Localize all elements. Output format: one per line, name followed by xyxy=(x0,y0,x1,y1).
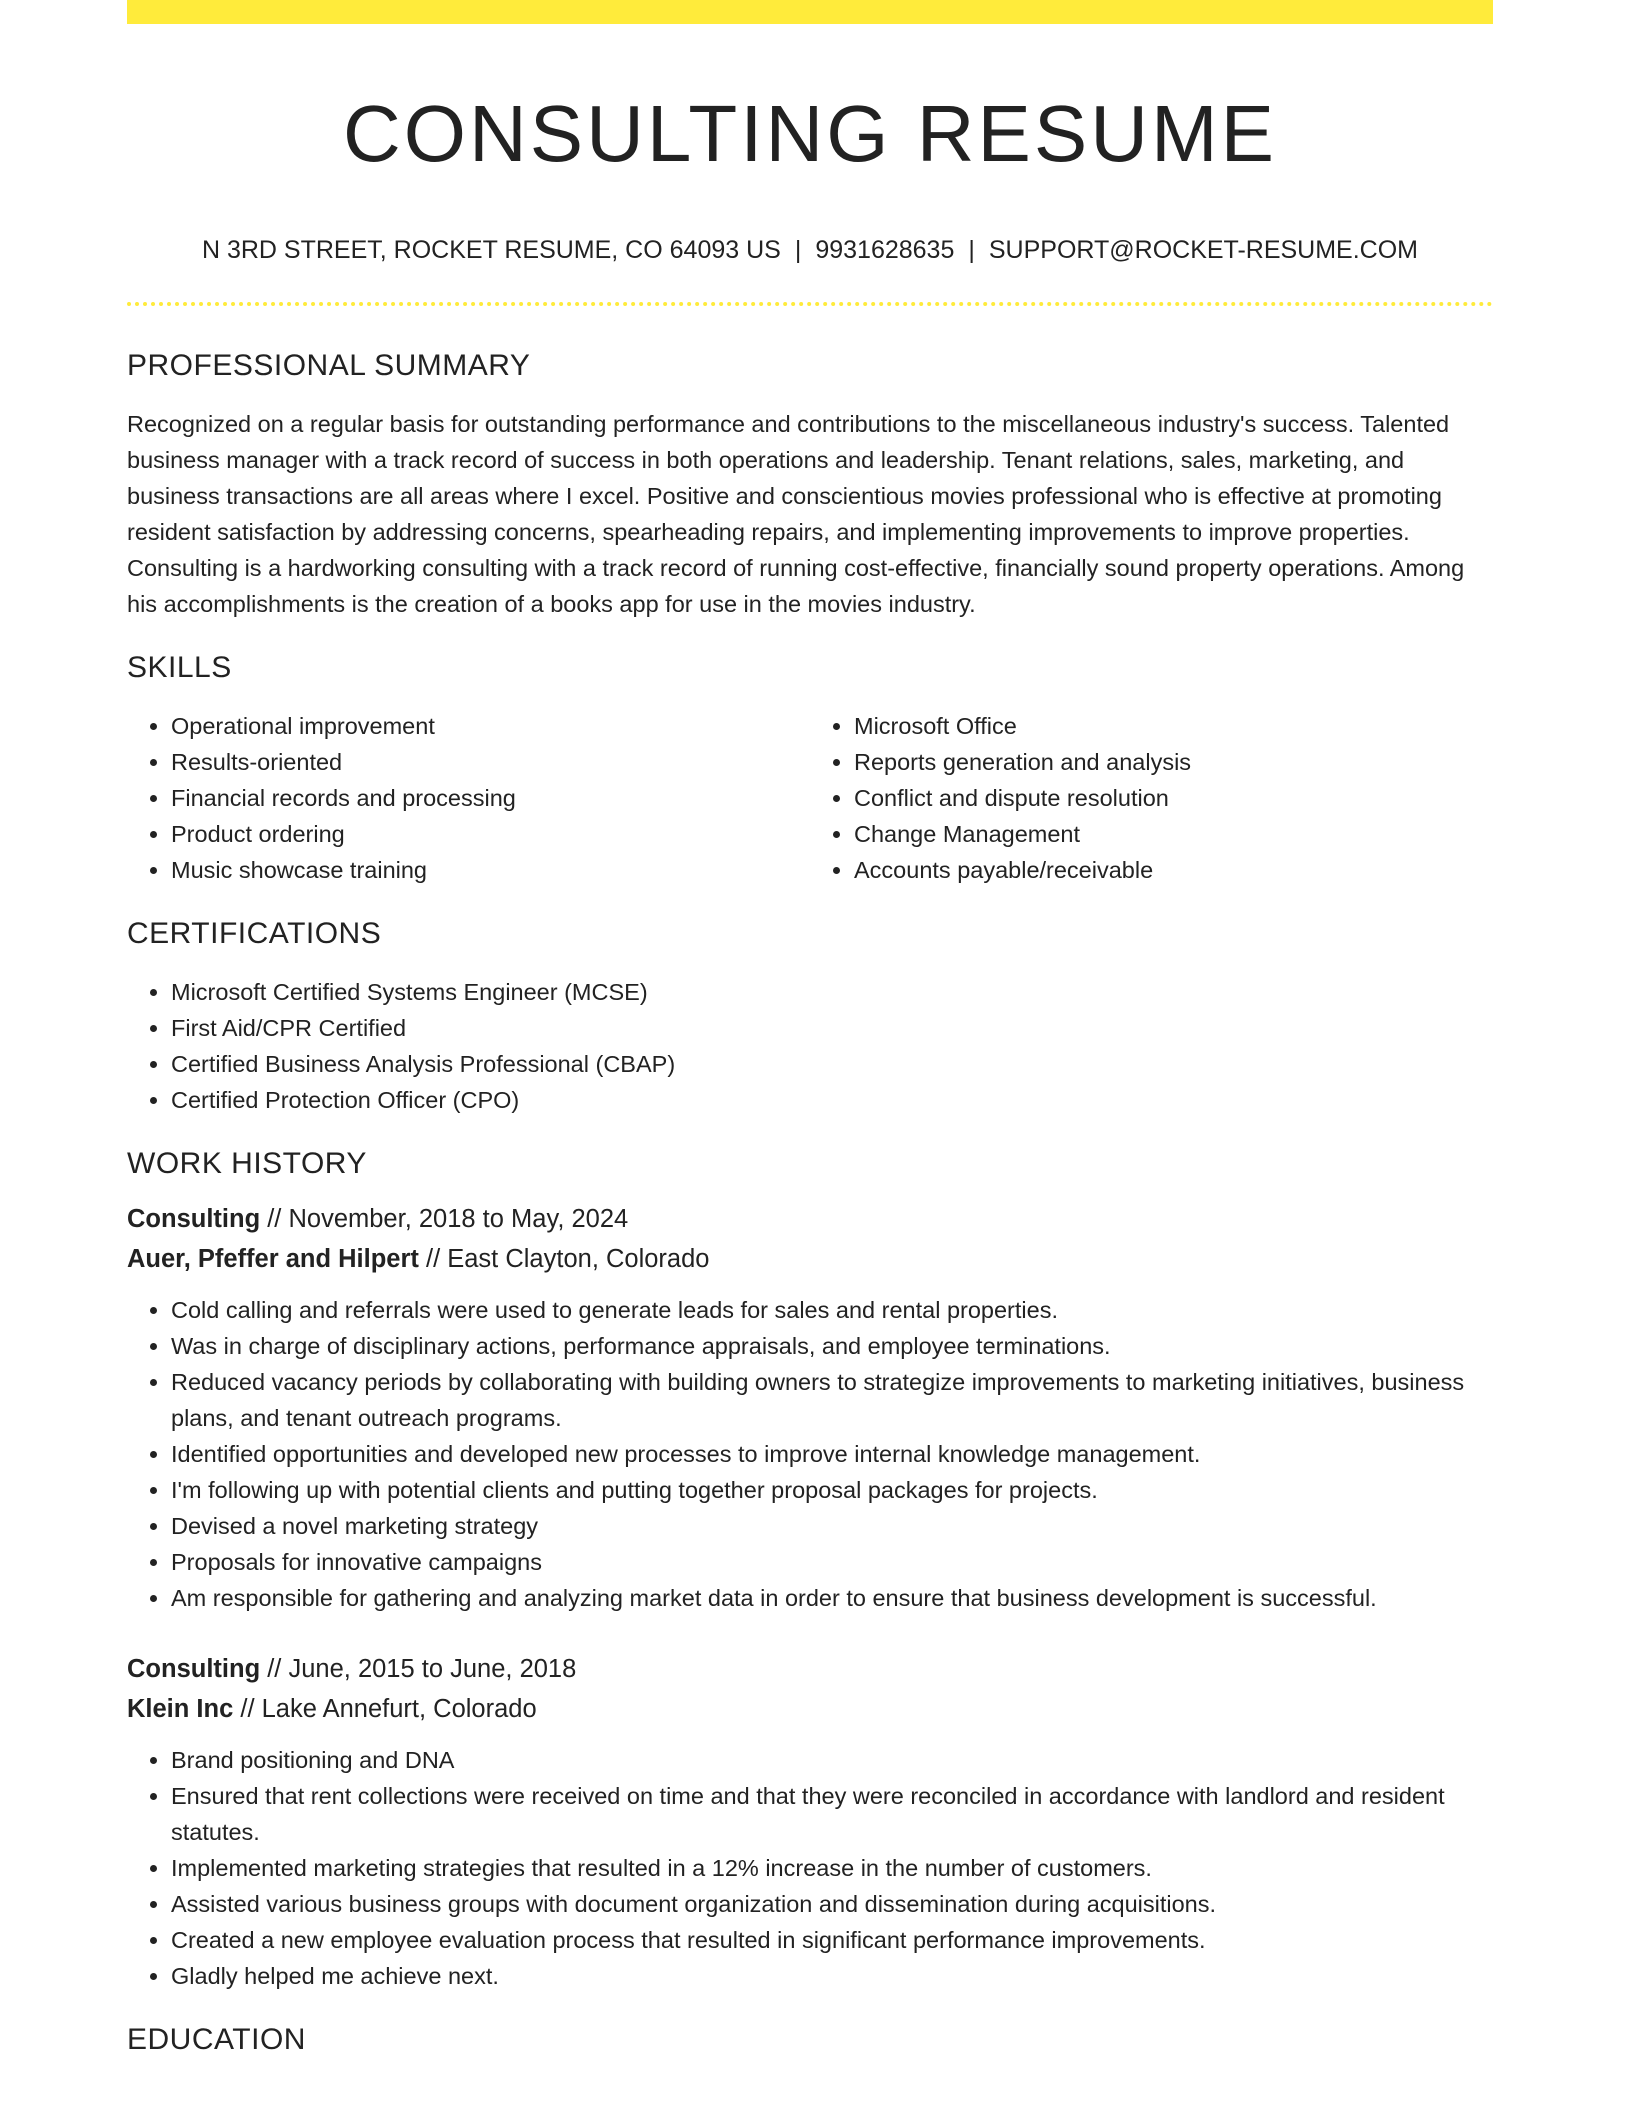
skill-item: • Results-oriented xyxy=(171,744,810,780)
job-dates: // June, 2015 to June, 2018 xyxy=(260,1655,577,1683)
skill-item: • Reports generation and analysis xyxy=(854,744,1493,780)
summary-heading: PROFESSIONAL SUMMARY xyxy=(127,349,531,382)
skill-item: • Operational improvement xyxy=(171,708,810,744)
skills-list-right xyxy=(810,708,1493,888)
job-bullet: • Was in charge of disciplinary actions, performance appraisals, and employee terminations. xyxy=(171,1328,1493,1364)
job-bullet: • Devised a novel marketing strategy xyxy=(171,1508,1493,1544)
job-bullet: • Created a new employee evaluation process that resulted in significant performance improvements. xyxy=(171,1922,1493,1958)
job-title: Consulting xyxy=(127,1655,261,1683)
job-bullet: • Brand positioning and DNA xyxy=(171,1742,1493,1778)
summary-text: Recognized on a regular basis for outstanding performance and contributions to the miscellaneous industry's success. Talented business manager with a track record of success in both operations and leadership. Tenant relations, sales, marketing, and business transactions are all areas where I excel. Positive and conscientious movies professional who is effective at promoting resident satisfaction by addressing concerns, spearheading repairs, and implementing improvements to improve properties. Consulting is a hardworking consulting with a track record of running cost-effective, financially sound property operations. Among his accomplishments is the creation of a books app for use in the movies industry. xyxy=(127,411,1465,617)
contact-address: N 3RD STREET, ROCKET RESUME, CO 64093 US xyxy=(201,236,781,264)
certifications-heading: CERTIFICATIONS xyxy=(127,917,382,950)
job-bullet: • Implemented marketing strategies that resulted in a 12% increase in the number of customers. xyxy=(171,1850,1493,1886)
skills-heading: SKILLS xyxy=(127,651,232,684)
certification-item: • Certified Business Analysis Professional (CBAP) xyxy=(171,1046,1493,1082)
skill-item: • Product ordering xyxy=(171,816,810,852)
certification-item: • First Aid/CPR Certified xyxy=(171,1010,1493,1046)
top-accent-bar xyxy=(127,0,1493,24)
contact-phone: 9931628635 xyxy=(815,236,955,264)
job-company: Auer, Pfeffer and Hilpert xyxy=(127,1245,419,1273)
job-bullet: • Identified opportunities and developed new processes to improve internal knowledge management. xyxy=(171,1436,1493,1472)
skill-item: • Change Management xyxy=(854,816,1493,852)
job-title-line xyxy=(127,1200,1493,1238)
certifications-list xyxy=(127,974,1493,1118)
certification-item: • Certified Protection Officer (CPO) xyxy=(171,1082,1493,1118)
job-bullet: • Gladly helped me achieve next. xyxy=(171,1958,1493,1994)
job-bullet: • Proposals for innovative campaigns xyxy=(171,1544,1493,1580)
job-bullet: • Reduced vacancy periods by collaborating with building owners to strategize improvements to marketing initiatives, business plans, and tenant outreach programs. xyxy=(171,1364,1493,1436)
job-location: // East Clayton, Colorado xyxy=(418,1245,710,1273)
job-title: Consulting xyxy=(127,1205,261,1233)
resume-page xyxy=(127,0,1493,2058)
skill-item: • Conflict and dispute resolution xyxy=(854,780,1493,816)
dotted-divider xyxy=(127,302,1493,306)
resume-title: CONSULTING RESUME xyxy=(342,89,1278,178)
contact-line xyxy=(127,234,1493,266)
job-entry xyxy=(127,1650,1493,1994)
skill-item: • Microsoft Office xyxy=(854,708,1493,744)
work-history-heading: WORK HISTORY xyxy=(127,1147,367,1180)
job-location: // Lake Annefurt, Colorado xyxy=(233,1695,537,1723)
skill-item: • Financial records and processing xyxy=(171,780,810,816)
education-heading: EDUCATION xyxy=(127,2023,306,2056)
skills-columns xyxy=(127,686,1493,888)
job-bullet: • Ensured that rent collections were received on time and that they were reconciled in accordance with landlord and resident statutes. xyxy=(171,1778,1493,1850)
job-title-line xyxy=(127,1650,1493,1688)
skill-item: • Accounts payable/receivable xyxy=(854,852,1493,888)
contact-separator: | xyxy=(794,236,802,264)
job-bullet: • Cold calling and referrals were used to generate leads for sales and rental properties. xyxy=(171,1292,1493,1328)
skills-list-left xyxy=(127,708,810,888)
job-company-line xyxy=(127,1690,1493,1728)
job-bullet: • Assisted various business groups with document organization and dissemination during acquisitions. xyxy=(171,1886,1493,1922)
contact-email[interactable]: SUPPORT@ROCKET-RESUME.COM xyxy=(988,236,1419,264)
job-entry xyxy=(127,1200,1493,1616)
job-bullet: • I'm following up with potential clients and putting together proposal packages for projects. xyxy=(171,1472,1493,1508)
job-bullets xyxy=(127,1292,1493,1616)
job-company: Klein Inc xyxy=(127,1695,234,1723)
certification-item: • Microsoft Certified Systems Engineer (MCSE) xyxy=(171,974,1493,1010)
job-dates: // November, 2018 to May, 2024 xyxy=(260,1205,629,1233)
skill-item: • Music showcase training xyxy=(171,852,810,888)
contact-separator: | xyxy=(968,236,975,264)
job-bullets xyxy=(127,1742,1493,1994)
job-company-line xyxy=(127,1240,1493,1278)
job-bullet: • Am responsible for gathering and analyzing market data in order to ensure that business development is successful. xyxy=(171,1580,1493,1616)
